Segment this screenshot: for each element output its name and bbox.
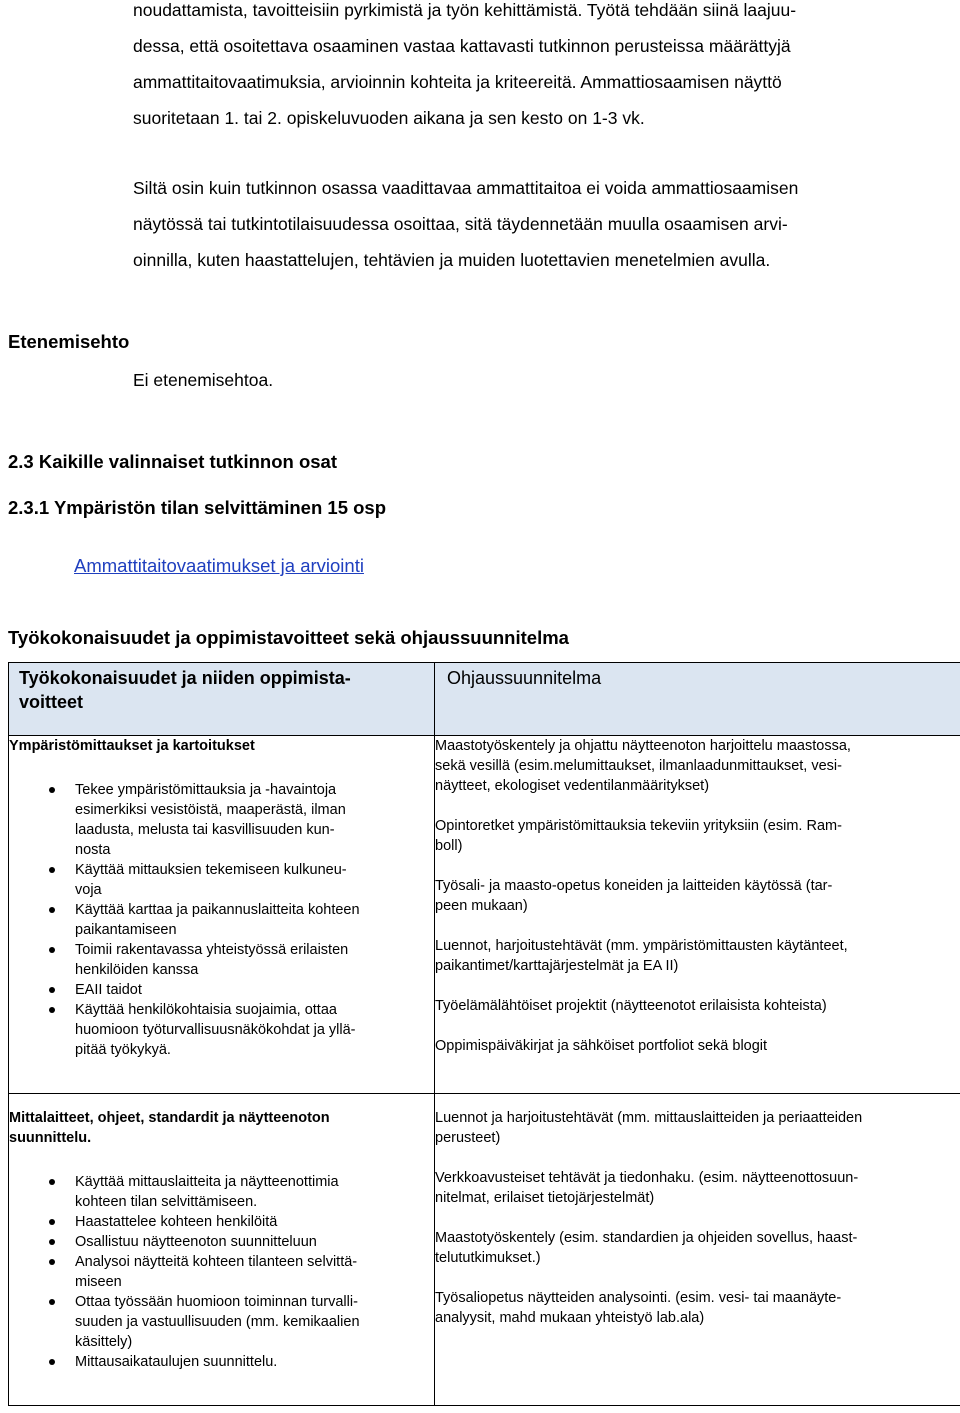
guidance-item: Työsali- ja maasto-opetus koneiden ja laitteiden käytössä (tar- peen mukaan): [435, 878, 833, 914]
table-row: [9, 736, 960, 1094]
work-unit-cell: [9, 1094, 435, 1406]
text-line: oinnilla, kuten haastattelujen, tehtävien ja muiden luotettavien menetelmien avulla.: [133, 250, 771, 270]
text-line: Siltä osin kuin tutkinnon osassa vaadittavaa ammattitaitoa ei voida ammattiosaamisen: [133, 178, 799, 198]
header-guidance-plan: Ohjaussuunnitelma: [435, 663, 960, 736]
list-item: Käyttää mittauksien tekemiseen kulkuneu- voja: [9, 860, 434, 900]
guidance-item: Maastotyöskentely (esim. standardien ja ohjeiden sovellus, haast- telututkimukset.): [435, 1230, 858, 1266]
list-item: Analysoi näytteitä kohteen tilanteen selvittä- miseen: [9, 1252, 434, 1292]
table-heading: Työkokonaisuudet ja oppimistavoitteet sekä ohjaussuunnitelma: [8, 627, 569, 648]
text-line: näytössä tai tutkintotilaisuudessa osoittaa, sitä täydennetään muulla osaamisen arvi-: [133, 214, 788, 234]
guidance-item: Työelämälähtöiset projektit (näytteenotot erilaisista kohteista): [435, 998, 827, 1014]
list-item: Käyttää henkilökohtaisia suojaimia, ottaa huomioon työturvallisuusnäkökohdat ja yllä- pitää työkykyä.: [9, 1000, 434, 1060]
list-item: Tekee ympäristömittauksia ja -havaintoja esimerkiksi vesistöistä, maaperästä, ilman laadusta, melusta tai kasvillisuuden kun- nosta: [9, 780, 434, 860]
guidance-item: Verkkoavusteiset tehtävät ja tiedonhaku. (esim. näytteenottosuun- nitelmat, erilaiset tietojärjestelmät): [435, 1170, 859, 1206]
assessment-paragraph: [133, 170, 933, 278]
guidance-item: Maastotyöskentely ja ohjattu näytteenoton harjoittelu maastossa, sekä vesillä (esim.melumittaukset, ilmanlaadunmittaukset, vesi- näytteet, ekologiset vedentilanmääritykset): [435, 738, 851, 794]
work-unit-cell: [9, 736, 435, 1094]
list-item: Mittausaikataulujen suunnittelu.: [9, 1352, 434, 1372]
list-item: Haastattelee kohteen henkilöitä: [9, 1212, 434, 1232]
list-item: EAII taidot: [9, 980, 434, 1000]
learning-plan-table: [8, 662, 960, 1406]
guidance-item: Luennot ja harjoitustehtävät (mm. mittauslaitteiden ja periaatteiden perusteet): [435, 1110, 863, 1146]
intro-paragraph: [133, 0, 933, 136]
header-work-units: Työkokonaisuudet ja niiden oppimista- voitteet: [9, 663, 435, 736]
section-heading-2-3: 2.3 Kaikille valinnaiset tutkinnon osat: [8, 451, 337, 472]
guidance-cell: [435, 1094, 960, 1406]
learning-goals-list: [9, 1172, 434, 1372]
text-line: noudattamista, tavoitteisiin pyrkimistä ja työn kehittämistä. Työtä tehdään siinä laajuu-: [133, 0, 797, 20]
work-unit-title: Mittalaitteet, ohjeet, standardit ja näytteenoton suunnittelu.: [9, 1110, 330, 1146]
work-unit-title: Ympäristömittaukset ja kartoitukset: [9, 738, 255, 754]
guidance-cell: [435, 736, 960, 1094]
requirements-link[interactable]: Ammattitaitovaatimukset ja arviointi: [74, 555, 364, 576]
guidance-item: Oppimispäiväkirjat ja sähköiset portfoliot sekä blogit: [435, 1038, 768, 1054]
text-line: ammattitaitovaatimuksia, arvioinnin kohteita ja kriteereitä. Ammattiosaamisen näyttö: [133, 72, 782, 92]
text-line: dessa, että osoitettava osaaminen vastaa kattavasti tutkinnon perusteissa määrättyjä: [133, 36, 791, 56]
etenemisehto-heading: Etenemisehto: [8, 331, 130, 352]
list-item: Toimii rakentavassa yhteistyössä erilaisten henkilöiden kanssa: [9, 940, 434, 980]
etenemisehto-text: Ei etenemisehtoa.: [133, 370, 274, 390]
section-heading-2-3-1: 2.3.1 Ympäristön tilan selvittäminen 15 osp: [8, 497, 387, 518]
table-header-row: [9, 663, 960, 736]
list-item: Osallistuu näytteenoton suunnitteluun: [9, 1232, 434, 1252]
guidance-item: Opintoretket ympäristömittauksia tekeviin yrityksiin (esim. Ram- boll): [435, 818, 842, 854]
table-row: [9, 1094, 960, 1406]
learning-goals-list: [9, 780, 434, 1060]
guidance-item: Luennot, harjoitustehtävät (mm. ympäristömittausten käytänteet, paikantimet/karttajärjestelmät ja EA II): [435, 938, 848, 974]
text-line: suoritetaan 1. tai 2. opiskeluvuoden aikana ja sen kesto on 1-3 vk.: [133, 108, 645, 128]
list-item: Ottaa työssään huomioon toiminnan turvalli- suuden ja vastuullisuuden (mm. kemikaalien käsittely): [9, 1292, 434, 1352]
list-item: Käyttää mittauslaitteita ja näytteenottimia kohteen tilan selvittämiseen.: [9, 1172, 434, 1212]
list-item: Käyttää karttaa ja paikannuslaitteita kohteen paikantamiseen: [9, 900, 434, 940]
guidance-item: Työsaliopetus näytteiden analysointi. (esim. vesi- tai maanäyte- analyysit, mahd mukaan yhteistyö lab.ala): [435, 1290, 842, 1326]
